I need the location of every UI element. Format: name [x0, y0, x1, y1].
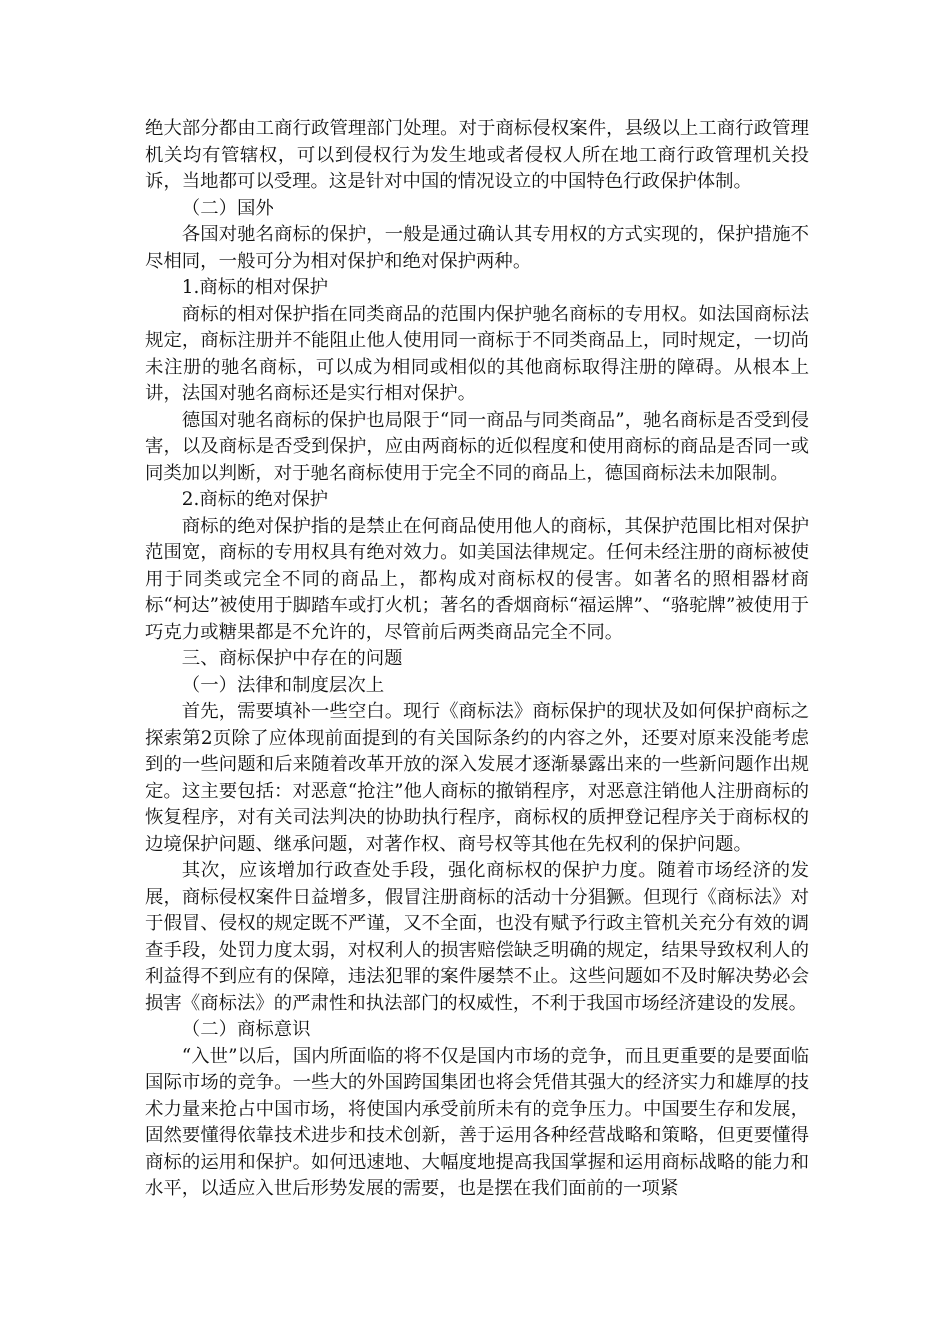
subheading-legal-level: （一）法律和制度层次上: [181, 674, 385, 696]
paragraph-second: 其次，应该增加行政查处手段，强化商标权的保护力度。随着市场经济的发展，商标侵权案件日益增多，假冒注册商标的活动十分猖獗。但现行《商标法》对于假冒、侵权的规定既不严谨，又不全面，也没有赋予行政主管机关充分有效的调查手段，处罚力度太弱，对权利人的损害赔偿缺乏明确的规定，结果导致权利人的利益得不到应有的保障，违法犯罪的案件屡禁不止。这些问题如不及时解决势必会损害《商标法》的严肃性和执法部门的权威性，不利于我国市场经济建设的发展。: [145, 860, 809, 1014]
paragraph-overview: 各国对驰名商标的保护，一般是通过确认其专用权的方式实现的，保护措施不尽相同，一般可分为相对保护和绝对保护两种。: [145, 224, 809, 272]
section-heading-problems: 三、商标保护中存在的问题: [181, 648, 403, 669]
paragraph-first: 首先，需要填补一些空白。现行《商标法》商标保护的现状及如何保护商标之探索第2页除了应体现前面提到的有关国际条约的内容之外，还要对原来没能考虑到的一些问题和后来随着改革开放的深入发展才逐渐暴露出来的一些新问题作出规定。这主要包括：对恶意“抢注”他人商标的撤销程序，对恶意注销他人注册商标的恢复程序，对有关司法判决的协助执行程序，商标权的质押登记程序关于商标权的边境保护问题、继承问题，对著作权、商号权等其他在先权利的保护问题。: [145, 701, 809, 855]
section-heading-abroad: （二）国外: [181, 197, 274, 219]
paragraph-france: 商标的相对保护指在同类商品的范围内保护驰名商标的专用权。如法国商标法规定，商标注册并不能阻止他人使用同一商标于不同类商品上，同时规定，一切尚未注册的驰名商标，可以成为相同或相似的其他商标取得注册的障碍。从根本上讲，法国对驰名商标还是实行相对保护。: [145, 303, 809, 404]
subheading-relative-protection: 1.商标的相对保护: [181, 277, 329, 298]
paragraph-usa: 商标的绝对保护指的是禁止在何商品使用他人的商标，其保护范围比相对保护范围宽，商标的专用权具有绝对效力。如美国法律规定。任何未经注册的商标被使用于同类或完全不同的商品上，都构成对商标权的侵害。如著名的照相器材商标“柯达”被使用于脚踏车或打火机；著名的香烟商标“福运牌”、“骆驼牌”被使用于巧克力或糖果都是不允许的，尽管前后两类商品完全不同。: [145, 515, 809, 643]
paragraph-germany: 德国对驰名商标的保护也局限于“同一商品与同类商品”，驰名商标是否受到侵害，以及商标是否受到保护，应由两商标的近似程度和使用商标的商品是否同一或同类加以判断，对于驰名商标使用于完全不同的商品上，德国商标法未加限制。: [145, 409, 809, 484]
subheading-absolute-protection: 2.商标的绝对保护: [181, 489, 329, 510]
subheading-trademark-awareness: （二）商标意识: [181, 1019, 311, 1040]
paragraph-continuation: 绝大部分都由工商行政管理部门处理。对于商标侵权案件，县级以上工商行政管理机关均有管辖权，可以到侵权行为发生地或者侵权人所在地工商行政管理机关投诉，当地都可以受理。这是针对中国的情况设立的中国特色行政保护体制。: [145, 118, 809, 192]
document-page: [145, 116, 809, 1203]
paragraph-wto: “入世”以后，国内所面临的将不仅是国内市场的竞争，而且更重要的是要面临国际市场的竞争。一些大的外国跨国集团也将会凭借其强大的经济实力和雄厚的技术力量来抢占中国市场，将使国内承受前所未有的竞争压力。中国要生存和发展，固然要懂得依靠技术进步和技术创新，善于运用各种经营战略和策略，但更要懂得商标的运用和保护。如何迅速地、大幅度地提高我国掌握和运用商标战略的能力和水平，以适应入世后形势发展的需要，也是摆在我们面前的一项紧: [145, 1045, 809, 1199]
